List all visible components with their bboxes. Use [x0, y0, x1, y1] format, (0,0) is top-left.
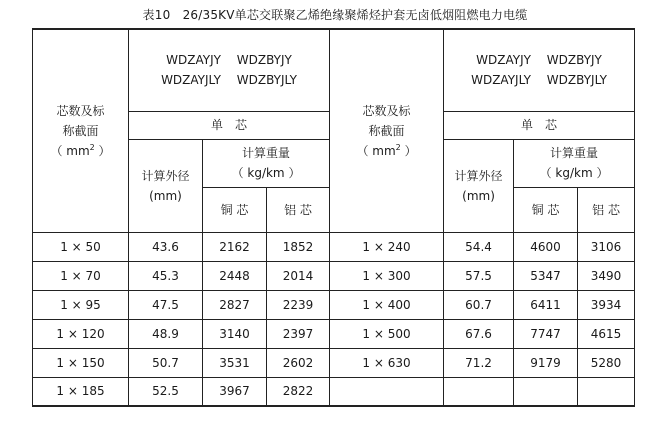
aluminum-weight-cell: 2397 — [267, 319, 330, 348]
cross-section-header-left — [33, 29, 129, 232]
copper-weight-cell: 9179 — [514, 348, 578, 377]
cross-section-label-1: 芯数及标 — [362, 103, 411, 118]
copper-weight-cell: 3967 — [203, 377, 267, 406]
size-cell: 1 × 120 — [33, 319, 129, 348]
aluminum-weight-cell: 2822 — [267, 377, 330, 406]
copper-weight-cell: 4600 — [514, 232, 578, 261]
size-cell: 1 × 630 — [330, 348, 444, 377]
outer-diameter-cell: 60.7 — [444, 290, 514, 319]
single-core-header-right: 单 芯 — [444, 111, 635, 139]
aluminum-weight-cell: 4615 — [578, 319, 635, 348]
cross-section-unit: （ $mm^2$ ） — [50, 142, 111, 158]
size-cell: 1 × 300 — [330, 261, 444, 290]
copper-weight-cell: 2827 — [203, 290, 267, 319]
copper-weight-cell: 2448 — [203, 261, 267, 290]
outer-diameter-cell: 45.3 — [129, 261, 203, 290]
aluminum-weight-cell: 1852 — [267, 232, 330, 261]
cross-section-label-2: 称截面 — [368, 123, 405, 138]
table-row — [33, 319, 635, 348]
outer-diameter-cell: 57.5 — [444, 261, 514, 290]
cable-spec-table — [32, 28, 635, 407]
model-codes-line1: WDZAYJY WDZBYJY — [166, 53, 292, 68]
table-caption: 表10 26/35KV单芯交联聚乙烯绝缘聚烯烃护套无卤低烟阻燃电力电缆 — [142, 8, 528, 22]
copper-weight-cell: 5347 — [514, 261, 578, 290]
model-codes-line1: WDZAYJY WDZBYJY — [476, 53, 602, 68]
size-cell — [330, 377, 444, 406]
table-row — [33, 261, 635, 290]
table-row — [33, 232, 635, 261]
cross-section-label-2: 称截面 — [62, 123, 99, 138]
table-row — [33, 348, 635, 377]
single-core-header-left: 单 芯 — [129, 111, 330, 139]
cross-section-unit: （ $mm^2$ ） — [356, 142, 417, 158]
size-cell: 1 × 50 — [33, 232, 129, 261]
size-cell: 1 × 95 — [33, 290, 129, 319]
copper-weight-cell — [514, 377, 578, 406]
copper-weight-cell: 6411 — [514, 290, 578, 319]
copper-header-left: 铜 芯 — [203, 187, 267, 232]
outer-diameter-cell: 48.9 — [129, 319, 203, 348]
copper-weight-cell: 3531 — [203, 348, 267, 377]
aluminum-weight-cell — [578, 377, 635, 406]
cross-section-header-right — [330, 29, 444, 232]
aluminum-weight-cell: 3934 — [578, 290, 635, 319]
weight-header-right: 计算重量 （ kg/km ） — [514, 139, 635, 187]
copper-weight-cell: 7747 — [514, 319, 578, 348]
size-cell: 1 × 70 — [33, 261, 129, 290]
copper-weight-cell: 3140 — [203, 319, 267, 348]
outer-diameter-cell: 43.6 — [129, 232, 203, 261]
model-codes-line2: WDZAYJLY WDZBYJLY — [161, 73, 297, 88]
outer-diameter-cell: 52.5 — [129, 377, 203, 406]
outer-diameter-cell: 67.6 — [444, 319, 514, 348]
aluminum-weight-cell: 2239 — [267, 290, 330, 319]
outer-diameter-cell — [444, 377, 514, 406]
copper-weight-cell: 2162 — [203, 232, 267, 261]
aluminum-weight-cell: 2602 — [267, 348, 330, 377]
model-codes-line2: WDZAYJLY WDZBYJLY — [471, 73, 607, 88]
outer-diameter-header-left: 计算外径 (mm) — [129, 139, 203, 232]
table-row — [33, 290, 635, 319]
size-cell: 1 × 400 — [330, 290, 444, 319]
outer-diameter-cell: 71.2 — [444, 348, 514, 377]
aluminum-weight-cell: 3106 — [578, 232, 635, 261]
copper-header-right: 铜 芯 — [514, 187, 578, 232]
outer-diameter-cell: 50.7 — [129, 348, 203, 377]
model-codes-right — [444, 29, 635, 111]
aluminum-weight-cell: 2014 — [267, 261, 330, 290]
table-row — [33, 377, 635, 406]
cross-section-label-1: 芯数及标 — [56, 103, 105, 118]
header-row-models — [33, 29, 635, 111]
size-cell: 1 × 185 — [33, 377, 129, 406]
size-cell: 1 × 150 — [33, 348, 129, 377]
model-codes-left — [129, 29, 330, 111]
aluminum-weight-cell: 3490 — [578, 261, 635, 290]
outer-diameter-cell: 54.4 — [444, 232, 514, 261]
size-cell: 1 × 240 — [330, 232, 444, 261]
weight-header-left: 计算重量 （ kg/km ） — [203, 139, 330, 187]
outer-diameter-header-right: 计算外径 (mm) — [444, 139, 514, 232]
outer-diameter-cell: 47.5 — [129, 290, 203, 319]
aluminum-header-right: 铝 芯 — [578, 187, 635, 232]
size-cell: 1 × 500 — [330, 319, 444, 348]
aluminum-header-left: 铝 芯 — [267, 187, 330, 232]
aluminum-weight-cell: 5280 — [578, 348, 635, 377]
